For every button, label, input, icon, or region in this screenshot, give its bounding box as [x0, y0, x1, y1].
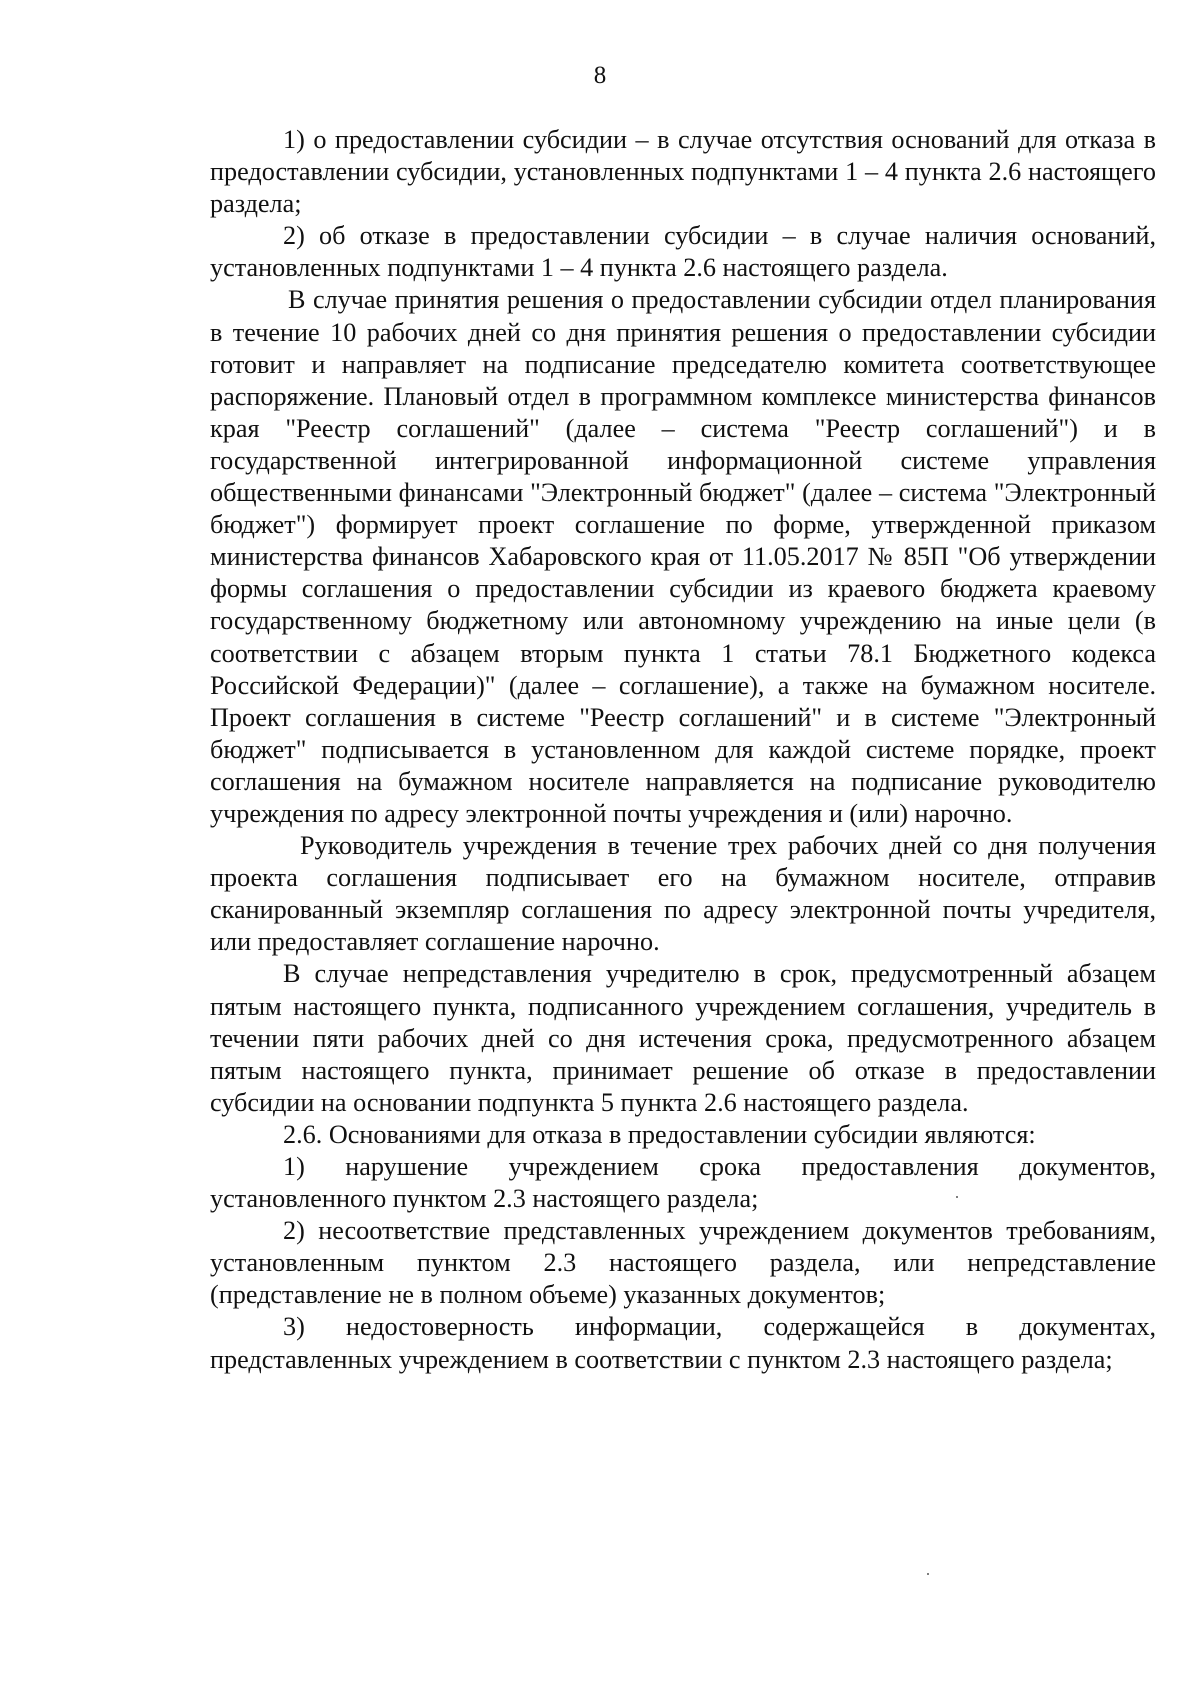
page-number: 8	[593, 62, 607, 89]
paragraph-agreement-signing: Руководитель учреждения в течение трех рабочих дней со дня получения проекта соглашения подписывает его на бумажном носителе, отправив сканированный экземпляр соглашения по адресу электронной почты учредителя, или предоставляет соглашение нарочно.	[210, 831, 1156, 957]
paragraph-refusal-grounds-heading: 2.6. Основаниями для отказа в предоставлении субсидии являются:	[283, 1119, 1036, 1149]
paragraph-decision-refusal: 2) об отказе в предоставлении субсидии – в случае наличия оснований, установленных подпунктами 1 – 4 пункта 2.6 настоящего раздела.	[210, 221, 1156, 283]
document-body	[210, 124, 1156, 1376]
scan-speck	[956, 1196, 958, 1198]
paragraph-decision-grant: 1) о предоставлении субсидии – в случае отсутствия оснований для отказа в предоставлении субсидии, установленных подпунктами 1 – 4 пункта 2.6 настоящего раздела;	[210, 125, 1156, 219]
list-item-ground-3: 3) недостоверность информации, содержащейся в документах, представленных учреждением в соответствии с пунктом 2.3 настоящего раздела;	[210, 1312, 1156, 1374]
paragraph-non-submission: В случае непредставления учредителю в срок, предусмотренный абзацем пятым настоящего пункта, подписанного учреждением соглашения, учредитель в течении пяти рабочих дней со дня истечения срока, предусмотренного абзацем пятым настоящего пункта, принимает решение об отказе в предоставлении субсидии на основании подпункта 5 пункта 2.6 настоящего раздела.	[210, 959, 1156, 1117]
paragraph-agreement-preparation: В случае принятия решения о предоставлении субсидии отдел планирования в течение 10 рабочих дней со дня принятия решения о предоставлении субсидии готовит и направляет на подписание председателю комитета соответствующее распоряжение. Плановый отдел в программном комплексе министерства финансов края "Реестр соглашений" (далее – система "Реестр соглашений") и в государственной интегрированной информационной системе управления общественными финансами "Электронный бюджет" (далее – система "Электронный бюджет") формирует проект соглашение по форме, утвержденной приказом министерства финансов Хабаровского края от 11.05.2017 № 85П "Об утверждении формы соглашения о предоставлении субсидии из краевого бюджета краевому государственному бюджетному или автономному учреждению на иные цели (в соответствии с абзацем вторым пункта 1 статьи 78.1 Бюджетного кодекса Российской Федерации)" (далее – соглашение), а также на бумажном носителе. Проект соглашения в системе "Реестр соглашений" и в системе "Электронный бюджет" подписывается в установленном для каждой системе порядке, проект соглашения на бумажном носителе направляется на подписание руководителю учреждения по адресу электронной почты учреждения и (или) нарочно.	[210, 285, 1156, 828]
list-item-ground-2: 2) несоответствие представленных учреждением документов требованиям, установленным пунктом 2.3 настоящего раздела, или непредставление (представление не в полном объеме) указанных документов;	[210, 1216, 1156, 1310]
scan-speck	[927, 1573, 929, 1575]
list-item-ground-1: 1) нарушение учреждением срока предоставления документов, установленного пунктом 2.3 настоящего раздела;	[210, 1152, 1156, 1214]
